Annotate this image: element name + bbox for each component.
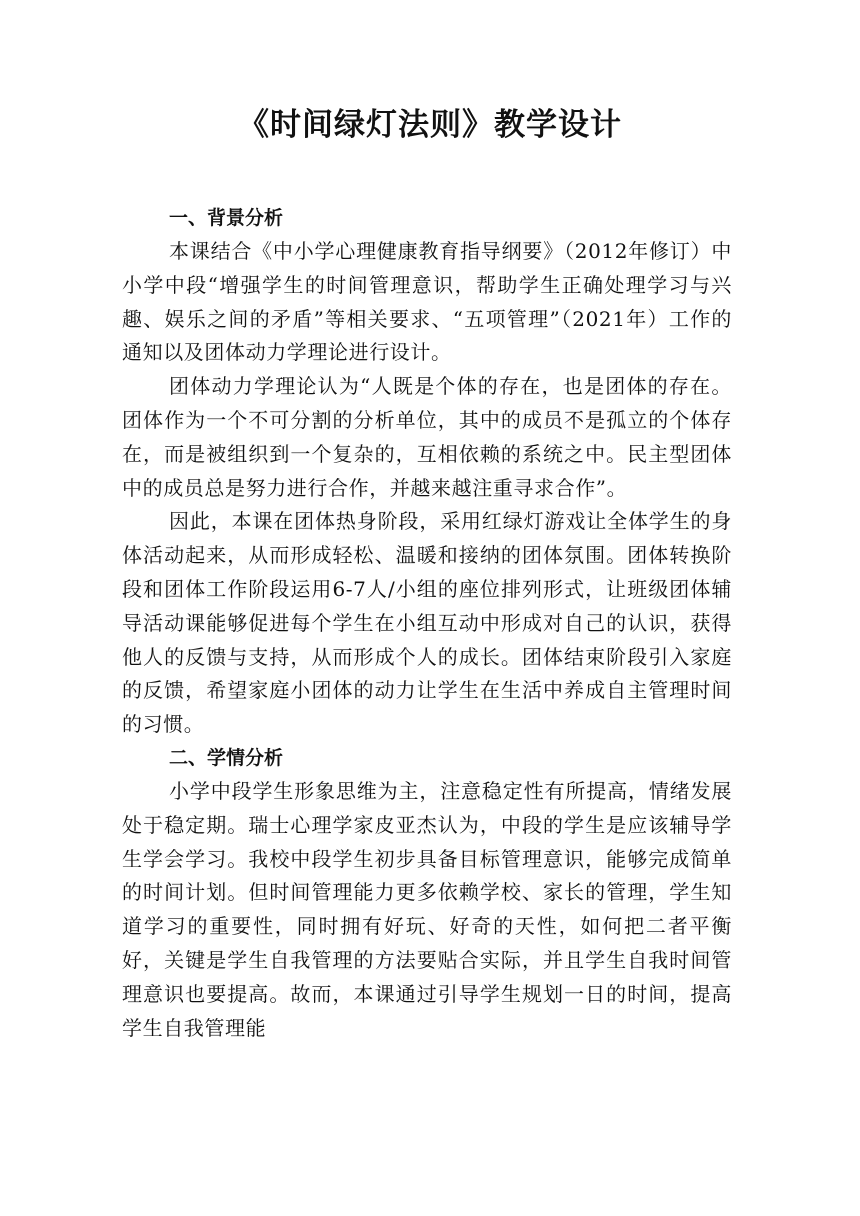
paragraph: 因此，本课在团体热身阶段，采用红绿灯游戏让全体学生的身体活动起来，从而形成轻松、温暖和接纳的团体氛围。团体转换阶段和团体工作阶段运用6-7人/小组的座位排列形式，让班级团体辅导活动课能够促进每个学生在小组互动中形成对自己的认识，获得他人的反馈与支持，从而形成个人的成长。团体结束阶段引入家庭的反馈，希望家庭小团体的动力让学生在生活中养成自主管理时间的习惯。 [122, 509, 732, 737]
paragraph: 团体动力学理论认为“人既是个体的存在，也是团体的存在。团体作为一个不可分割的分析单位，其中的成员不是孤立的个体存在，而是被组织到一个复杂的，互相依赖的系统之中。民主型团体中的成员总是努力进行合作，并越来越注重寻求合作”。 [122, 374, 732, 500]
document-body [122, 202, 732, 1045]
paragraph: 本课结合《中小学心理健康教育指导纲要》（2012年修订）中小学中段“增强学生的时间管理意识，帮助学生正确处理学习与兴趣、娱乐之间的矛盾”等相关要求、“五项管理”（2021年）工作的通知以及团体动力学理论进行设计。 [122, 239, 732, 365]
paragraph: 小学中段学生形象思维为主，注意稳定性有所提高，情绪发展处于稳定期。瑞士心理学家皮亚杰认为，中段的学生是应该辅导学生学会学习。我校中段学生初步具备目标管理意识，能够完成简单的时间计划。但时间管理能力更多依赖学校、家长的管理，学生知道学习的重要性，同时拥有好玩、好奇的天性，如何把二者平衡好，关键是学生自我管理的方法要贴合实际，并且学生自我时间管理意识也要提高。故而，本课通过引导学生规划一日的时间，提高学生自我管理能 [122, 778, 732, 1040]
section-heading-background: 一、背景分析 [169, 207, 284, 229]
document-title: 《时间绿灯法则》教学设计 [238, 107, 622, 143]
section-heading-learner-analysis: 二、学情分析 [169, 746, 284, 769]
